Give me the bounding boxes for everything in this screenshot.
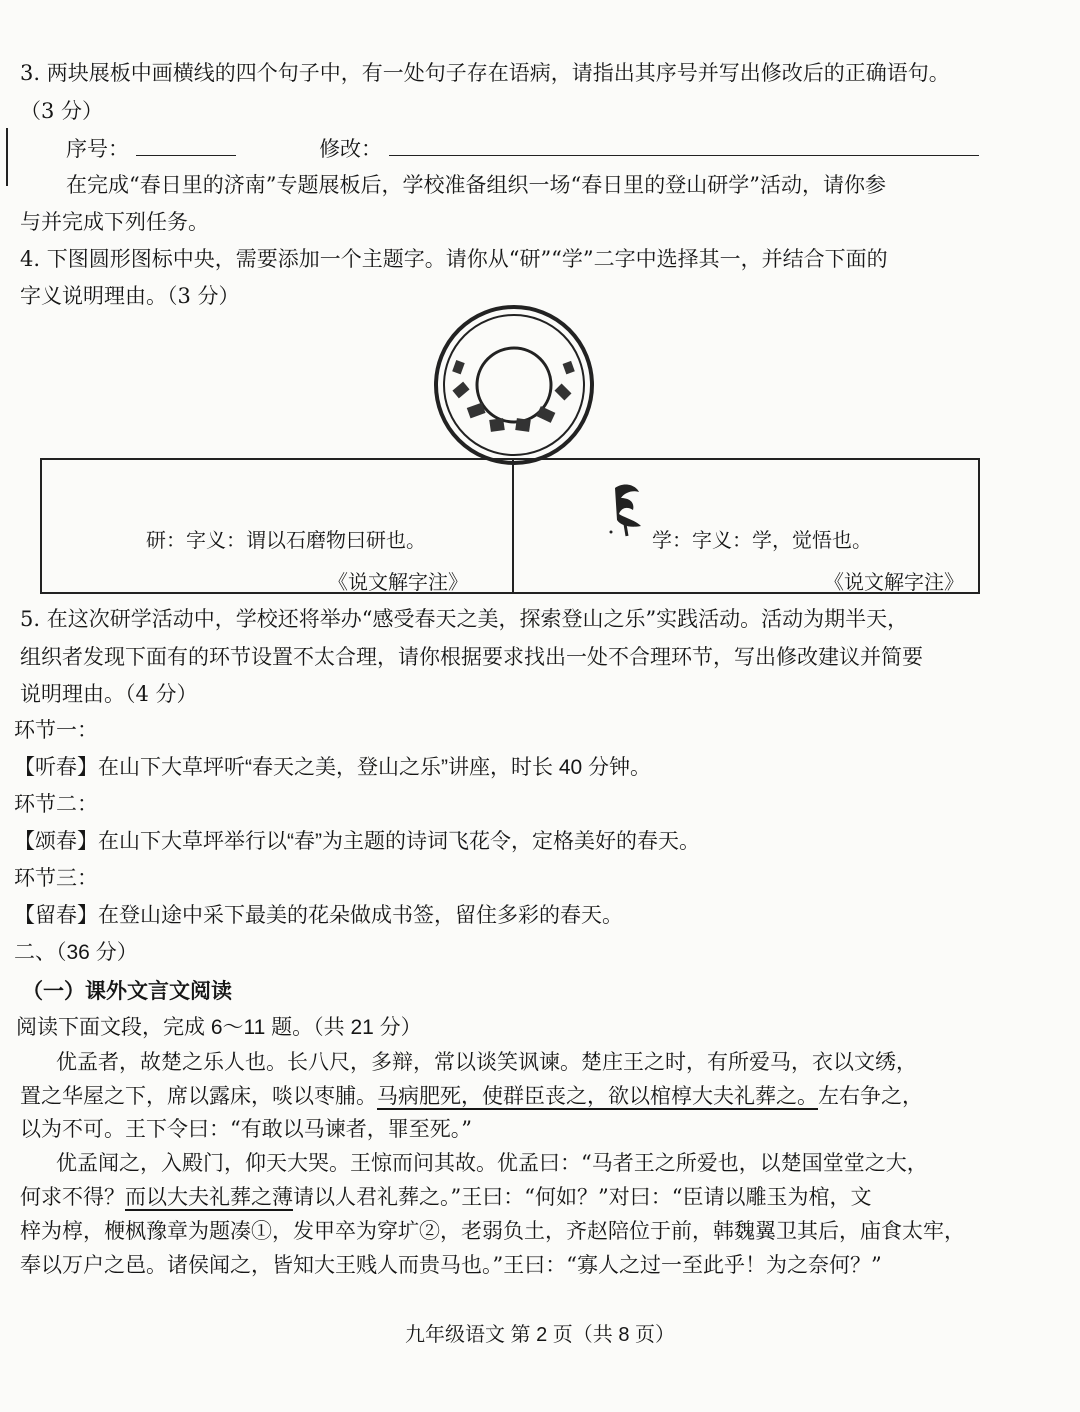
- margin-mark: [6, 128, 8, 186]
- passage-line-6: 梓为椁，楩枫豫章为题凑①，发甲卒为穿圹②，老弱负土，齐赵陪位于前，韩魏翼卫其后，庙食太牢，: [20, 1219, 965, 1243]
- q4-stem: 4. 下图圆形图标中央，需要添加一个主题字。请你从“研”“学”二字中选择其一，并结合下面的: [20, 247, 888, 271]
- yan-definition: 研：字义：谓以石磨物曰研也。: [146, 528, 426, 552]
- section-2-subtitle: （一）课外文言文阅读: [22, 980, 232, 1003]
- passage-text: 置之华屋之下，席以露床，啖以枣脯。: [20, 1084, 377, 1108]
- ancient-character-icon: [605, 480, 651, 538]
- stage-2-text: 【颂春】在山下大草坪举行以“春”为主题的诗词飞花令，定格美好的春天。: [14, 830, 700, 853]
- q4-stem-2: 字义说明理由。（3 分）: [20, 284, 240, 308]
- stage-3-label: 环节三：: [14, 867, 98, 890]
- page-footer: 九年级语文 第 2 页（共 8 页）: [404, 1324, 676, 1346]
- yan-source: 《说文解字注》: [328, 570, 468, 594]
- passage-line-4: 优孟闻之，入殿门，仰天大哭。王惊而问其故。优孟曰：“马者王之所爱也，以楚国堂堂之大，: [56, 1151, 928, 1175]
- stage-1-text: 【听春】在山下大草坪听“春天之美，登山之乐”讲座，时长 40 分钟。: [14, 756, 652, 779]
- q3-stem: 3. 两块展板中画横线的四个句子中，有一处句子存在语病，请指出其序号并写出修改后的正确语句。: [20, 61, 950, 85]
- xue-definition: 学：字义：学，觉悟也。: [652, 528, 872, 552]
- seq-label: 序号：: [66, 137, 129, 161]
- passage-text: 请以人君礼葬之。”王曰：“何如？”对曰：“臣请以雕玉为棺，文: [293, 1185, 872, 1209]
- passage-text: 左右争之，: [818, 1084, 923, 1108]
- q5-stem-3: 说明理由。（4 分）: [20, 682, 198, 706]
- q5-stem-2: 组织者发现下面有的环节设置不太合理，请你根据要求找出一处不合理环节，写出修改建议并简要: [20, 645, 923, 669]
- q3-answer-row: [66, 133, 979, 164]
- intro-line-2: 与并完成下列任务。: [20, 210, 209, 234]
- passage-line-7: 奉以万户之邑。诸侯闻之，皆知大王贱人而贵马也。”王曰：“寡人之过一至此乎！为之奈何？”: [20, 1253, 882, 1277]
- stage-3-text: 【留春】在登山途中采下最美的花朵做成书签，留住多彩的春天。: [14, 904, 623, 927]
- xue-source: 《说文解字注》: [824, 570, 964, 594]
- section-2-title: 二、（36 分）: [14, 941, 138, 964]
- passage-line-2: [20, 1081, 923, 1111]
- seal-text: 春日里的登山研学: [514, 455, 522, 456]
- section-2-instruction: 阅读下面文段，完成 6～11 题。（共 21 分）: [16, 1016, 422, 1039]
- q5-stem-1: 5. 在这次研学活动中，学校还将举办“感受春天之美，探索登山之乐”实践活动。活动为期半天，: [20, 607, 909, 631]
- stage-2-label: 环节二：: [14, 793, 98, 816]
- definition-table: [40, 458, 980, 594]
- seq-answer-blank[interactable]: [136, 133, 236, 156]
- underlined-sentence: 马病肥死，使群臣丧之，欲以棺椁大夫礼葬之。: [377, 1084, 818, 1108]
- q3-score: （3 分）: [20, 99, 104, 123]
- passage-line-1: 优孟者，故楚之乐人也。长八尺，多辩，常以谈笑讽谏。楚庄王之时，有所爱马，衣以文绣，: [56, 1050, 917, 1074]
- passage-text: 何求不得？: [20, 1185, 125, 1209]
- underlined-phrase: 而以大夫礼葬之薄: [125, 1185, 293, 1209]
- stage-1-label: 环节一：: [14, 719, 98, 742]
- passage-line-3: 以为不可。王下令曰：“有敢以马谏者，罪至死。”: [20, 1117, 472, 1141]
- table-divider: [512, 460, 514, 592]
- circular-seal-icon: [430, 305, 598, 465]
- intro-line-1: 在完成“春日里的济南”专题展板后，学校准备组织一场“春日里的登山研学”活动，请你参: [66, 173, 886, 197]
- passage-line-5: [20, 1182, 871, 1212]
- fix-label: 修改：: [319, 137, 383, 161]
- fix-answer-blank[interactable]: [389, 133, 979, 156]
